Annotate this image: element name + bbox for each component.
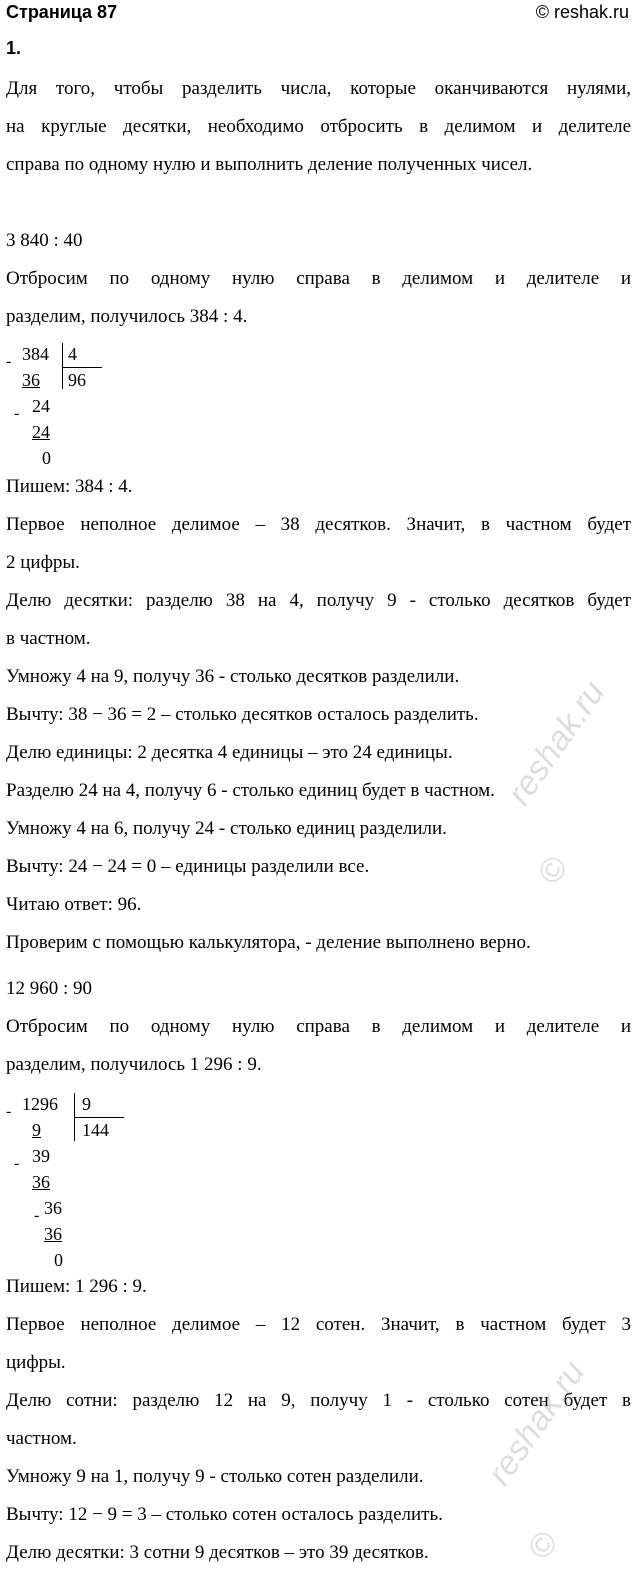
ld2-minus-3: - [34, 1207, 40, 1224]
ex1-step-2: 2 цифры. [6, 552, 80, 573]
ld2-dividend: 1296 [22, 1094, 58, 1114]
ld1-dividend: 384 [22, 344, 49, 364]
ex2-step-6: Вычту: 12 − 9 = 3 – столько сотен осталось разделить. [6, 1504, 443, 1525]
ld1-minus-1: - [6, 353, 12, 370]
watermark-1: reshak.ru [500, 673, 613, 812]
ex2-step-1: Первое неполное делимое – 12 сотен. Значит, в частном будет 3 [6, 1314, 631, 1335]
ex2-step-5: Умножу 9 на 1, получу 9 - столько сотен разделили. [6, 1466, 424, 1487]
ld1-horizontal-bar [62, 367, 102, 368]
watermark-2: reshak.ru [480, 1353, 593, 1492]
ex2-drop-line-1: Отбросим по одному нулю справа в делимом и делителе и [6, 1016, 631, 1037]
ld2-remainder-2: 36 [44, 1198, 62, 1218]
ex1-step-1: Первое неполное делимое – 38 десятков. Значит, в частном будет [6, 514, 631, 535]
ex1-step-7: Делю единицы: 2 десятка 4 единицы – это 24 единицы. [6, 742, 453, 763]
ex2-write: Пишем: 1 296 : 9. [6, 1276, 147, 1297]
intro-line-1: Для того, чтобы разделить числа, которые оканчиваются нулями, [6, 78, 631, 99]
site-copyright: © reshak.ru [535, 2, 629, 22]
ex1-drop-line-1: Отбросим по одному нулю справа в делимом и делителе и [6, 268, 631, 289]
ld1-divisor: 4 [68, 344, 77, 364]
ex2-step-3: Делю сотни: разделю 12 на 9, получу 1 - столько сотен будет в [6, 1390, 631, 1411]
ex1-step-11: Читаю ответ: 96. [6, 894, 142, 915]
ld1-remainder-1: 24 [32, 396, 50, 416]
page-header [6, 2, 629, 26]
ld1-remainder-2: 0 [42, 448, 51, 468]
ld2-minus-1: - [6, 1103, 12, 1120]
ld2-divisor: 9 [82, 1094, 91, 1114]
ld1-minus-2: - [14, 405, 20, 422]
ex1-step-3: Делю десятки: разделю 38 на 4, получу 9 - столько десятков будет [6, 590, 631, 611]
intro-line-2: на круглые десятки, необходимо отбросить в делимом и делителе [6, 116, 631, 137]
ex2-expression: 12 960 : 90 [6, 978, 93, 999]
ld2-horizontal-bar [74, 1117, 124, 1118]
ex2-step-2: цифры. [6, 1352, 66, 1373]
ex1-step-10: Вычту: 24 − 24 = 0 – единицы разделили все. [6, 856, 370, 877]
ex2-step-7: Делю десятки: 3 сотни 9 десятков – это 39 десятков. [6, 1542, 429, 1563]
ld2-remainder-3: 0 [54, 1250, 63, 1270]
ex1-write: Пишем: 384 : 4. [6, 476, 133, 497]
ex2-step-4: частном. [6, 1428, 77, 1449]
ld2-quotient: 144 [82, 1120, 109, 1140]
ex1-step-9: Умножу 4 на 6, получу 24 - столько единиц разделили. [6, 818, 447, 839]
watermark-logo-1: © [530, 849, 576, 892]
ex1-step-5: Умножу 4 на 9, получу 36 - столько десятков разделили. [6, 666, 460, 687]
ld1-quotient: 96 [68, 370, 86, 390]
ld2-subtract-3: 36 [44, 1224, 62, 1244]
ex1-drop-line-2: разделим, получилось 384 : 4. [6, 306, 248, 327]
task-number: 1. [6, 38, 22, 58]
watermark-logo-2: © [520, 1524, 566, 1567]
ld1-subtract-1: 36 [22, 370, 40, 390]
ld2-subtract-2: 36 [32, 1172, 50, 1192]
ex2-drop-line-2: разделим, получилось 1 296 : 9. [6, 1054, 262, 1075]
ex1-expression: 3 840 : 40 [6, 230, 83, 251]
intro-line-3: справа по одному нулю и выполнить деление полученных чисел. [6, 154, 533, 175]
ld2-remainder-1: 39 [32, 1146, 50, 1166]
ld2-subtract-1: 9 [32, 1120, 41, 1140]
ex1-step-4: в частном. [6, 628, 91, 649]
ex1-step-6: Вычту: 38 − 36 = 2 – столько десятков осталось разделить. [6, 704, 479, 725]
ex1-step-12: Проверим с помощью калькулятора, - деление выполнено верно. [6, 932, 531, 953]
ld1-vertical-bar [62, 343, 63, 389]
ex1-step-8: Разделю 24 на 4, получу 6 - столько единиц будет в частном. [6, 780, 495, 801]
ld2-minus-2: - [14, 1155, 20, 1172]
page-title: Страница 87 [6, 2, 118, 22]
ld1-subtract-2: 24 [32, 422, 50, 442]
